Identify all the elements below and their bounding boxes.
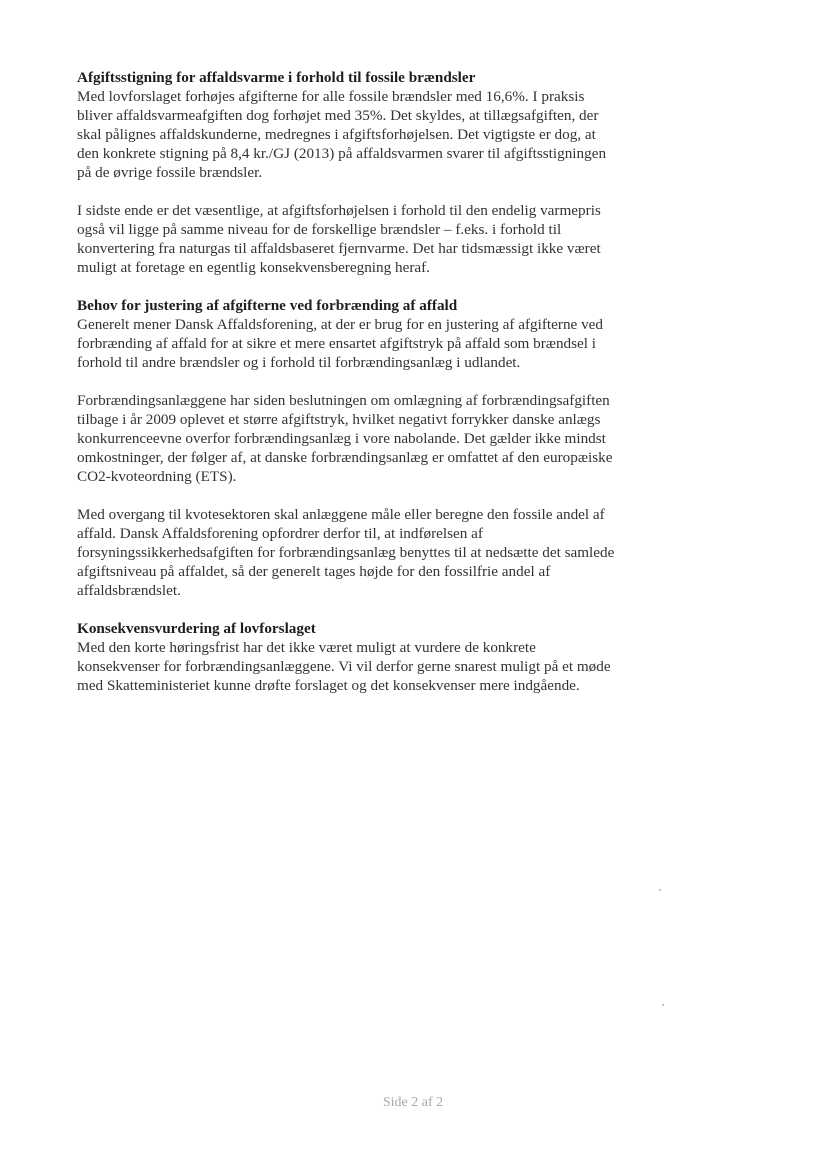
document-body <box>77 68 617 695</box>
scan-speck <box>662 1004 664 1006</box>
paragraph: Med lovforslaget forhøjes afgifterne for alle fossile brændsler med 16,6%. I praksis bliver affaldsvarmeafgiften dog forhøjet med 35%. Det skyldes, at tillægsafgiften, der skal pålignes affaldskunderne, medregnes i afgiftsforhøjelsen. Det vigtigste er dog, at den konkrete stigning på 8,4 kr./GJ (2013) på affaldsvarmen svarer til afgiftsstigningen på de øvrige fossile brændsler. <box>77 88 607 181</box>
paragraph: Forbrændingsanlæggene har siden beslutningen om omlægning af forbrændingsafgiften tilbage i år 2009 oplevet et større afgiftstryk, hvilket negativt forrykker danske anlægs konkurrenceevne overfor forbrændingsanlæg i vore nabolande. Det gælder ikke mindst omkostninger, der følger af, at danske forbrændingsanlæg er omfattet af den europæiske CO2-kvoteordning (ETS). <box>77 392 613 485</box>
section-heading: Afgiftsstigning for affaldsvarme i forhold til fossile brændsler <box>77 69 476 86</box>
section-afgiftsstigning <box>77 68 617 277</box>
section-heading: Konsekvensvurdering af lovforslaget <box>77 620 316 637</box>
scan-speck <box>659 889 661 891</box>
section-heading: Behov for justering af afgifterne ved forbrænding af affald <box>77 297 458 314</box>
paragraph: Med overgang til kvotesektoren skal anlæggene måle eller beregne den fossile andel af affald. Dansk Affaldsforening opfordrer derfor til, at indførelsen af forsyningssikkerhedsafgiften for forbrændingsanlæg benyttes til at nedsætte det samlede afgiftsniveau på affaldet, så der generelt tages højde for den fossilfrie andel af affaldsbrændslet. <box>77 506 615 599</box>
section-behov-for-justering <box>77 296 617 600</box>
paragraph: Generelt mener Dansk Affaldsforening, at der er brug for en justering af afgifterne ved forbrænding af affald for at sikre et mere ensartet afgiftstryk på affald som brændsel i forhold til andre brændsler og i forhold til forbrændingsanlæg i udlandet. <box>77 316 604 371</box>
section-konsekvensvurdering <box>77 619 617 695</box>
page-number: Side 2 af 2 <box>382 1095 444 1110</box>
paragraph: I sidste ende er det væsentlige, at afgiftsforhøjelsen i forhold til den endelig varmepris også vil ligge på samme niveau for de forskellige brændsler – f.eks. i forhold til konvertering fra naturgas til affaldsbaseret fjernvarme. Det har tidsmæssigt ikke været muligt at foretage en egentlig konsekvensberegning heraf. <box>77 202 601 276</box>
paragraph: Med den korte høringsfrist har det ikke været muligt at vurdere de konkrete konsekvenser for forbrændingsanlæggene. Vi vil derfor gerne snarest muligt på et møde med Skatteministeriet kunne drøfte forslaget og det konsekvenser mere indgående. <box>77 639 611 694</box>
